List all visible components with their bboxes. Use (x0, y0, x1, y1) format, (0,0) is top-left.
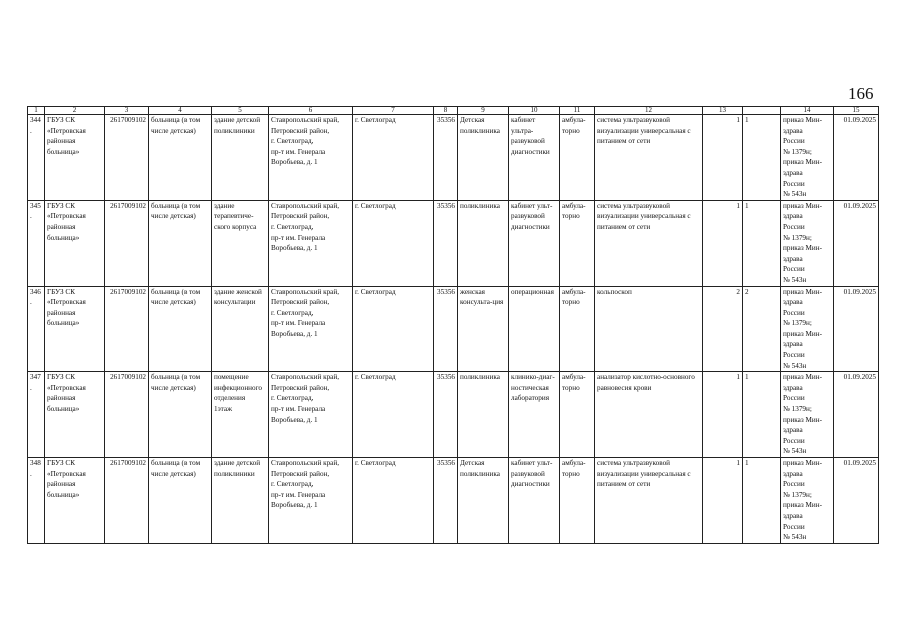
column-header: 8 (434, 107, 458, 115)
date-cell: 01.09.2025 (834, 458, 879, 544)
address-cell: Ставропольский край, Петровский район, г. Светлоград, пр-т им. Генерала Воробьева, д. 1 (269, 115, 353, 201)
locality-cell: г. Светлоград (353, 115, 434, 201)
code-cell: 35356 (434, 200, 458, 286)
column-header: 3 (105, 107, 149, 115)
row-number: 346. (28, 286, 45, 372)
date-cell: 01.09.2025 (834, 286, 879, 372)
column-header: 10 (509, 107, 560, 115)
column-header (743, 107, 781, 115)
department-cell: Детская поликлиника (458, 458, 509, 544)
quantity-cell: 1 (743, 115, 781, 201)
address-cell: Ставропольский край, Петровский район, г. Светлоград, пр-т им. Генерала Воробьева, д. 1 (269, 458, 353, 544)
building-cell: здание детской поликлиники (212, 458, 269, 544)
room-cell: кабинет ультра- развуковой диагностики (509, 115, 560, 201)
care-mode-cell: амбула- торно (560, 115, 595, 201)
facility-type-cell: больница (в том числе детская) (149, 200, 212, 286)
order-cell: приказ Мин- здрава России № 1379н; приказ Мин- здрава России № 543н (781, 372, 834, 458)
locality-cell: г. Светлоград (353, 372, 434, 458)
inn-cell: 2617009102 (105, 458, 149, 544)
quantity-cell: 2 (703, 286, 743, 372)
care-mode-cell: амбула- торно (560, 200, 595, 286)
column-header: 6 (269, 107, 353, 115)
column-header: 2 (45, 107, 105, 115)
inn-cell: 2617009102 (105, 115, 149, 201)
facility-type-cell: больница (в том числе детская) (149, 115, 212, 201)
locality-cell: г. Светлоград (353, 458, 434, 544)
code-cell: 35356 (434, 372, 458, 458)
address-cell: Ставропольский край, Петровский район, г. Светлоград, пр-т им. Генерала Воробьева, д. 1 (269, 200, 353, 286)
column-header: 1 (28, 107, 45, 115)
equipment-cell: кольпоскоп (595, 286, 703, 372)
quantity-cell: 2 (743, 286, 781, 372)
organization-cell: ГБУЗ СК «Петровская районная больница» (45, 115, 105, 201)
table-row (28, 200, 879, 286)
facility-type-cell: больница (в том числе детская) (149, 458, 212, 544)
date-cell: 01.09.2025 (834, 200, 879, 286)
register-table (27, 106, 879, 544)
department-cell: женская консульта-ция (458, 286, 509, 372)
department-cell: поликлиника (458, 372, 509, 458)
row-number: 348. (28, 458, 45, 544)
room-cell: кабинет ульт- развуковой диагностики (509, 458, 560, 544)
room-cell: кабинет ульт- развуковой диагностики (509, 200, 560, 286)
table-row (28, 286, 879, 372)
facility-type-cell: больница (в том числе детская) (149, 286, 212, 372)
code-cell: 35356 (434, 115, 458, 201)
order-cell: приказ Мин- здрава России № 1379н; приказ Мин- здрава России № 543н (781, 200, 834, 286)
column-header: 14 (781, 107, 834, 115)
quantity-cell: 1 (703, 200, 743, 286)
quantity-cell: 1 (703, 115, 743, 201)
code-cell: 35356 (434, 458, 458, 544)
facility-type-cell: больница (в том числе детская) (149, 372, 212, 458)
column-header: 7 (353, 107, 434, 115)
care-mode-cell: амбула- торно (560, 372, 595, 458)
equipment-cell: система ультразвуковой визуализации универсальная с питанием от сети (595, 200, 703, 286)
order-cell: приказ Мин- здрава России № 1379н; приказ Мин- здрава России № 543н (781, 115, 834, 201)
column-header: 5 (212, 107, 269, 115)
column-header: 4 (149, 107, 212, 115)
building-cell: здание терапевтиче- ского корпуса (212, 200, 269, 286)
date-cell: 01.09.2025 (834, 372, 879, 458)
page-number: 166 (848, 84, 874, 103)
equipment-cell: система ультразвуковой визуализации универсальная с питанием от сети (595, 115, 703, 201)
department-cell: Детская поликлиника (458, 115, 509, 201)
column-header: 11 (560, 107, 595, 115)
inn-cell: 2617009102 (105, 286, 149, 372)
organization-cell: ГБУЗ СК «Петровская районная больница» (45, 286, 105, 372)
quantity-cell: 1 (703, 458, 743, 544)
care-mode-cell: амбула- торно (560, 458, 595, 544)
locality-cell: г. Светлоград (353, 200, 434, 286)
quantity-cell: 1 (743, 372, 781, 458)
building-cell: помещение инфекционного отделения 1этаж (212, 372, 269, 458)
order-cell: приказ Мин- здрава России № 1379н; приказ Мин- здрава России № 543н (781, 458, 834, 544)
quantity-cell: 1 (703, 372, 743, 458)
building-cell: здание женской консультации (212, 286, 269, 372)
column-header: 15 (834, 107, 879, 115)
order-cell: приказ Мин- здрава России № 1379н; приказ Мин- здрава России № 543н (781, 286, 834, 372)
quantity-cell: 1 (743, 200, 781, 286)
building-cell: здание детской поликлиники (212, 115, 269, 201)
code-cell: 35356 (434, 286, 458, 372)
column-number-row (28, 107, 879, 115)
room-cell: клинико-диаг- ностическая лаборатория (509, 372, 560, 458)
equipment-cell: система ультразвуковой визуализации универсальная с питанием от сети (595, 458, 703, 544)
row-number: 345. (28, 200, 45, 286)
column-header: 13 (703, 107, 743, 115)
organization-cell: ГБУЗ СК «Петровская районная больница» (45, 458, 105, 544)
row-number: 347. (28, 372, 45, 458)
column-header: 12 (595, 107, 703, 115)
room-cell: операционная (509, 286, 560, 372)
column-header: 9 (458, 107, 509, 115)
equipment-cell: анализатор кислотно-основного равновесия крови (595, 372, 703, 458)
table-row (28, 115, 879, 201)
table-row (28, 458, 879, 544)
address-cell: Ставропольский край, Петровский район, г. Светлоград, пр-т им. Генерала Воробьева, д. 1 (269, 372, 353, 458)
locality-cell: г. Светлоград (353, 286, 434, 372)
department-cell: поликлиника (458, 200, 509, 286)
date-cell: 01.09.2025 (834, 115, 879, 201)
care-mode-cell: амбула- торно (560, 286, 595, 372)
quantity-cell: 1 (743, 458, 781, 544)
organization-cell: ГБУЗ СК «Петровская районная больница» (45, 372, 105, 458)
address-cell: Ставропольский край, Петровский район, г. Светлоград, пр-т им. Генерала Воробьева, д. 1 (269, 286, 353, 372)
inn-cell: 2617009102 (105, 372, 149, 458)
inn-cell: 2617009102 (105, 200, 149, 286)
row-number: 344. (28, 115, 45, 201)
table-row (28, 372, 879, 458)
organization-cell: ГБУЗ СК «Петровская районная больница» (45, 200, 105, 286)
